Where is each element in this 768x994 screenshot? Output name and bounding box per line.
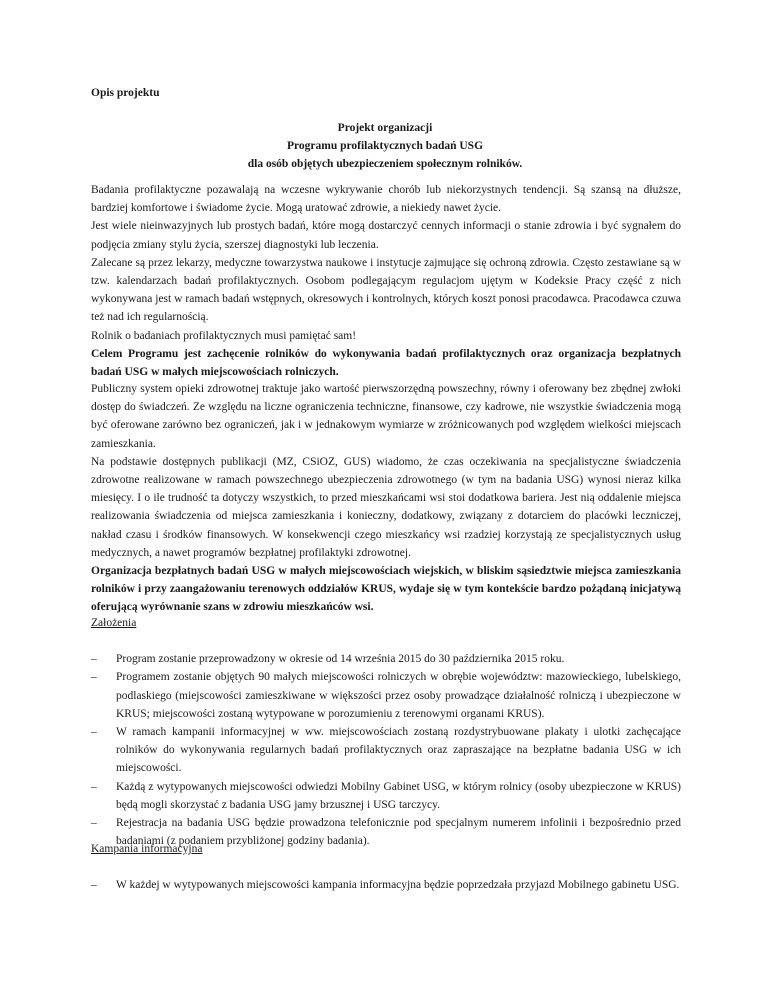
list-item [91,723,681,778]
list-item-text: W ramach kampanii informacyjnej w ww. miejscowościach zostaną rozdystrybuowane plakaty i ulotki zachęcające rolników do wykonywania regularnych badań profilaktycznych oraz zapraszające na bezpłatne badania USG w ich miejscowości. [116,726,681,775]
intro-section [91,181,681,381]
list-item [91,668,681,723]
intro-paragraph: Jest wiele nieinwazyjnych lub prostych badań, które mogą dostarczyć cennych informacji o stanie zdrowia i być sygnałem do podjęcia zmiany stylu życia, szerszej diagnostyki lub leczenia. [91,220,681,251]
list-item-text: Każdą z wytypowanych miejscowości odwiedzi Mobilny Gabinet USG, w którym rolnicy (osoby ubezpieczone w KRUS) będą mogli skorzystać z badania USG jamy brzusznej i USG tarczycy. [116,780,681,811]
title-line: dla osób objętych ubezpieczeniem społecznym rolników. [247,158,523,170]
dash-bullet: – [91,879,97,892]
intro-paragraph: Rolnik o badaniach profilaktycznych musi pamiętać sam! [91,329,357,342]
assumptions-section [91,614,681,850]
assumptions-heading: Założenia [91,617,137,629]
list-item-text: Program zostanie przeprowadzony w okresie od 14 września 2015 do 30 października 2015 roku. [116,653,565,666]
list-item [91,778,681,814]
campaign-list [91,876,681,894]
intro-paragraph: Zalecane są przez lekarzy, medyczne towarzystwa naukowe i instytucje zajmujące się ochroną zdrowia. Często zestawiane są w tzw. kalendarzach badań profilaktycznych. Osobom podlegającym regulacjom ujętym w Kodeksie Pracy część z nich wykonywana jest w ramach badań wstępnych, okresowych i kontrolnych, których koszt ponosi pracodawca. Pracodawca czuwa też nad ich regularnością. [91,256,681,324]
document-heading: Opis projektu [91,87,160,99]
dash-bullet: – [91,817,97,830]
list-item [91,876,681,894]
dash-bullet: – [91,653,97,666]
project-title [91,119,679,173]
system-paragraph: Na podstawie dostępnych publikacji (MZ, CSiOZ, GUS) wiadomo, że czas oczekiwania na specjalistyczne świadczenia zdrowotne realizowane w ramach powszechnego ubezpieczenia zdrowotnego (w tym na badania USG) wynosi nieraz kilka miesięcy. I o ile trudność ta dotyczy wszystkich, to przed mieszkańcami wsi stoi dodatkowa bariera. Jest nią oddalenie miejsca realizowania świadczenia od miejsca zamieszkania i konieczny, dodatkowy, związany z dotarciem do placówki leczniczej, nakład czasu i środków finansowych. W konsekwencji czego mieszkańcy wsi rzadziej korzystają ze specjalistycznych usług medycznych, a nawet programów bezpłatnej profilaktyki zdrowotnej. [91,455,681,559]
assumptions-list [91,650,681,850]
list-item-text: W każdej w wytypowanych miejscowości kampania informacyjna będzie poprzedzała przyjazd Mobilnego gabinetu USG. [116,879,680,892]
dash-bullet: – [91,671,97,684]
list-item [91,650,681,668]
system-paragraph: Publiczny system opieki zdrowotnej traktuje jako wartość pierwszorzędną powszechny, równy i oferowany bez zbędnej zwłoki dostęp do świadczeń. Ze względu na liczne ograniczenia techniczne, finansowe, czy kadrowe, nie wszystkie świadczenia mogą być oferowane zarówno bez ograniczeń, jak i w jednakowym wymiarze w zróżnicowanych pod względem wielkości miejscach zamieszkania. [91,383,681,450]
campaign-heading: Kampania informacyjna [91,843,203,855]
program-goal: Celem Programu jest zachęcenie rolników do wykonywania badań profilaktycznych oraz organizacja bezpłatnych badań USG w małych miejscowościach rolniczych. [91,347,681,379]
system-section [91,380,681,617]
title-line: Programu profilaktycznych badań USG [286,140,484,152]
campaign-section [91,840,681,894]
title-line: Projekt organizacji [337,122,433,134]
intro-paragraph: Badania profilaktyczne pozawalają na wczesne wykrywanie chorób lub niekorzystnych tendencji. Są szansą na dłuższe, bardziej komfortowe i świadome życie. Mogą uratować zdrowie, a niekiedy nawet życie. [91,184,681,215]
list-item-text: Rejestracja na badania USG będzie prowadzona telefonicznie pod specjalnym numerem infolinii i bezpośrednio przed badaniami (z podaniem przybliżonej godziny badania). [116,817,681,848]
system-conclusion: Organizacja bezpłatnych badań USG w małych miejscowościach wiejskich, w bliskim sąsiedztwie miejsca zamieszkania rolników i przy zaangażowaniu terenowych oddziałów KRUS, wydaje się w tym kontekście bardzo pożądaną inicjatywą oferującą wyrównanie szans w zdrowiu mieszkańców wsi. [91,565,681,614]
dash-bullet: – [91,726,97,739]
list-item-text: Programem zostanie objętych 90 małych miejscowości rolniczych w obrębie województw: mazowieckiego, lubelskiego, podlaskiego (miejscowości zamieszkiwane w większości przez osoby prowadzące działalność rolniczą i ubezpieczone w KRUS; miejscowości zostaną wytypowane w porozumieniu z terenowymi organami KRUS). [116,671,681,720]
dash-bullet: – [91,780,97,793]
